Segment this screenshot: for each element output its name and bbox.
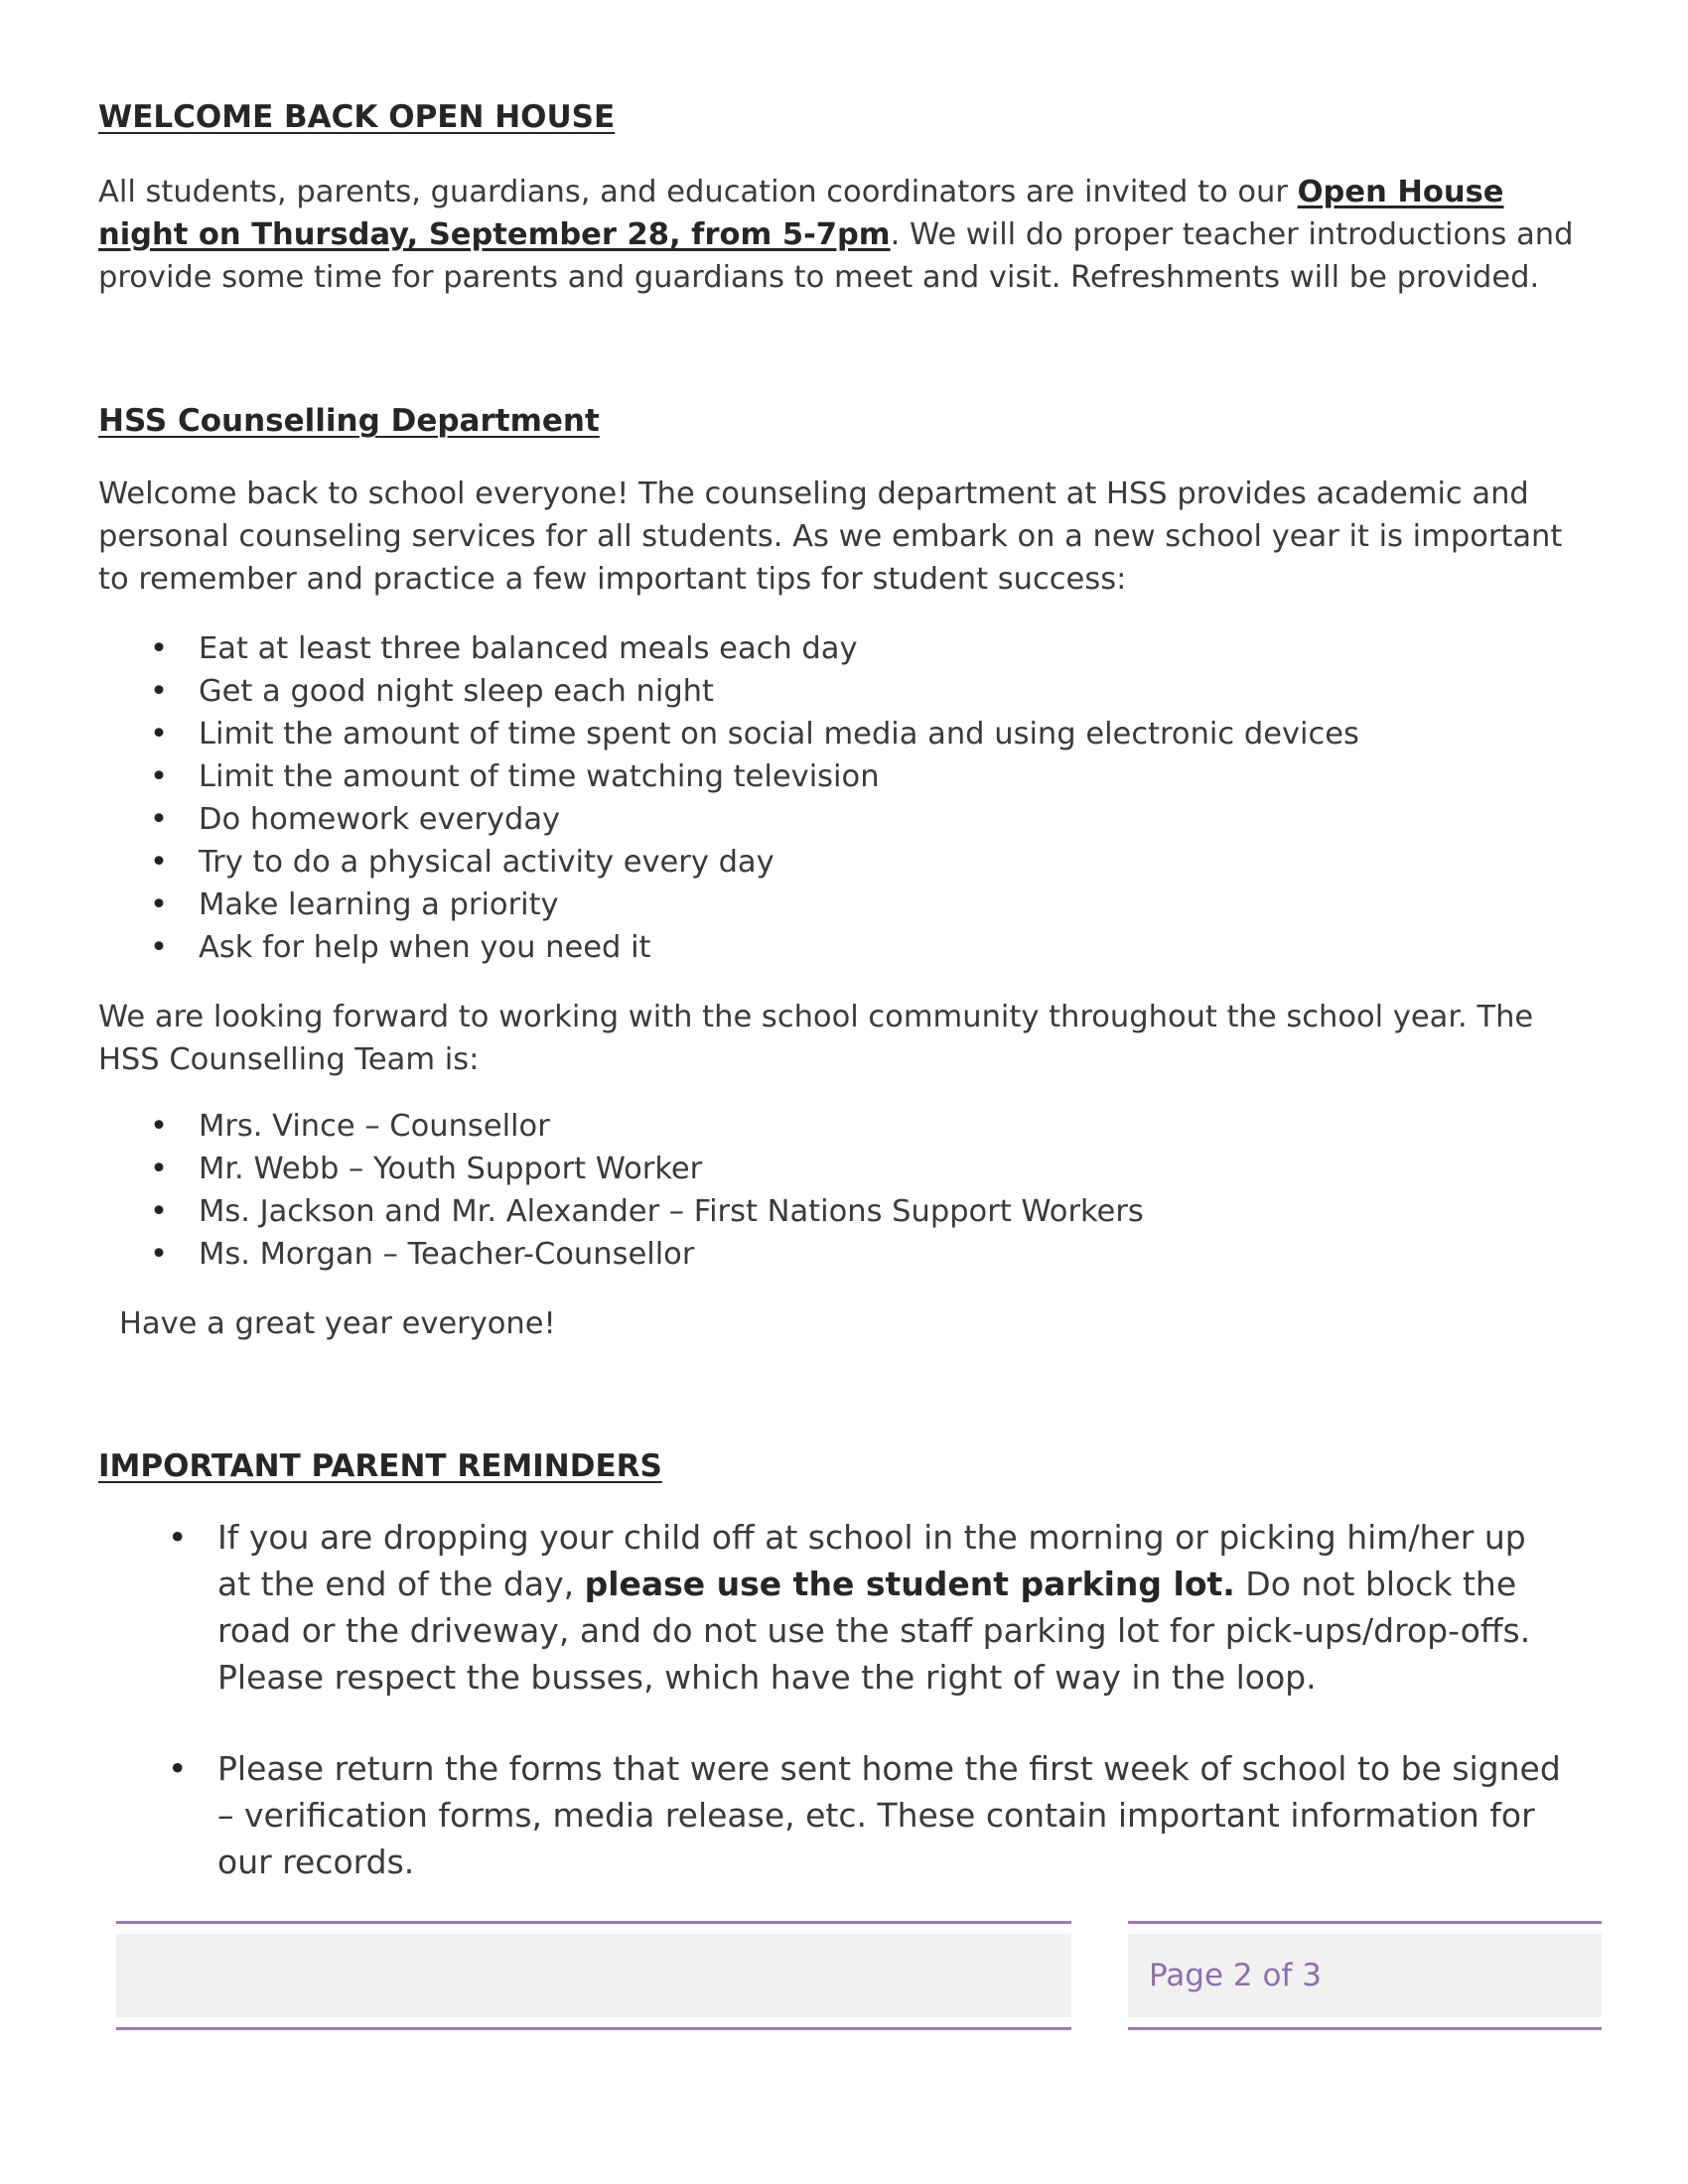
list-item: • Ms. Jackson and Mr. Alexander – First Nations Support Workers: [98, 1190, 1588, 1233]
open-house-paragraph: [98, 171, 1578, 299]
reminder-parking-before: If you are dropping your child off at school in the morning or picking him/her up at the end of the day,: [217, 1518, 1526, 1603]
page-number: Page 2 of 3: [1149, 1958, 1322, 1993]
success-tips-list: [98, 627, 1588, 969]
list-item: • Mr. Webb – Youth Support Worker: [98, 1148, 1588, 1190]
list-item: • Eat at least three balanced meals each day: [98, 627, 1588, 670]
counselling-title: HSS Counselling Department: [98, 403, 600, 439]
list-item: • Do homework everyday: [98, 798, 1588, 841]
footer-left-box: [116, 1921, 1071, 2030]
reminder-parking: [98, 1514, 1568, 1701]
counselling-team-intro: We are looking forward to working with the school community throughout the school year. The HSS Counselling Team is:: [98, 1000, 1534, 1077]
list-item: • Get a good night sleep each night: [98, 670, 1588, 713]
reminder-parking-bold: please use the student parking lot.: [584, 1565, 1235, 1603]
reminders-list: [98, 1514, 1568, 1930]
list-item: • Try to do a physical activity every day: [98, 841, 1588, 884]
footer-right-box: [1128, 1921, 1602, 2030]
list-item: • Limit the amount of time spent on social media and using electronic devices: [98, 713, 1588, 755]
open-house-text-before: All students, parents, guardians, and education coordinators are invited to our: [98, 175, 1298, 209]
footer-right-fill: [1128, 1934, 1602, 2017]
list-item: • Mrs. Vince – Counsellor: [98, 1105, 1588, 1148]
list-item: • Limit the amount of time watching television: [98, 755, 1588, 798]
open-house-title: WELCOME BACK OPEN HOUSE: [98, 99, 616, 135]
reminder-parking-after: Do not block the road or the driveway, and do not use the staff parking lot for pick-ups/drop-offs. Please respect the busses, which have the right of way in the loop.: [217, 1565, 1531, 1697]
list-item: • Ms. Morgan – Teacher-Counsellor: [98, 1233, 1588, 1276]
counselling-closing: Have a great year everyone!: [119, 1306, 556, 1341]
footer-left-fill: [116, 1934, 1071, 2017]
counselling-intro: Welcome back to school everyone! The counseling department at HSS provides academic and personal counseling services for all students. As we embark on a new school year it is important to remember and practice a few important tips for student success:: [98, 477, 1563, 597]
list-item: • Make learning a priority: [98, 884, 1588, 926]
list-item: • Ask for help when you need it: [98, 926, 1588, 969]
open-house-text-after: . We will do proper teacher introductions and provide some time for parents and guardians to meet and visit. Refreshments will be provided.: [98, 217, 1574, 295]
reminders-title: IMPORTANT PARENT REMINDERS: [98, 1448, 662, 1484]
counselling-team-list: [98, 1105, 1588, 1276]
open-house-date-highlight: Open House night on Thursday, September 28, from 5-7pm: [98, 175, 1504, 252]
reminder-forms: • Please return the forms that were sent home the first week of school to be signed – verification forms, media release, etc. These contain important information for our records.: [98, 1745, 1568, 1885]
